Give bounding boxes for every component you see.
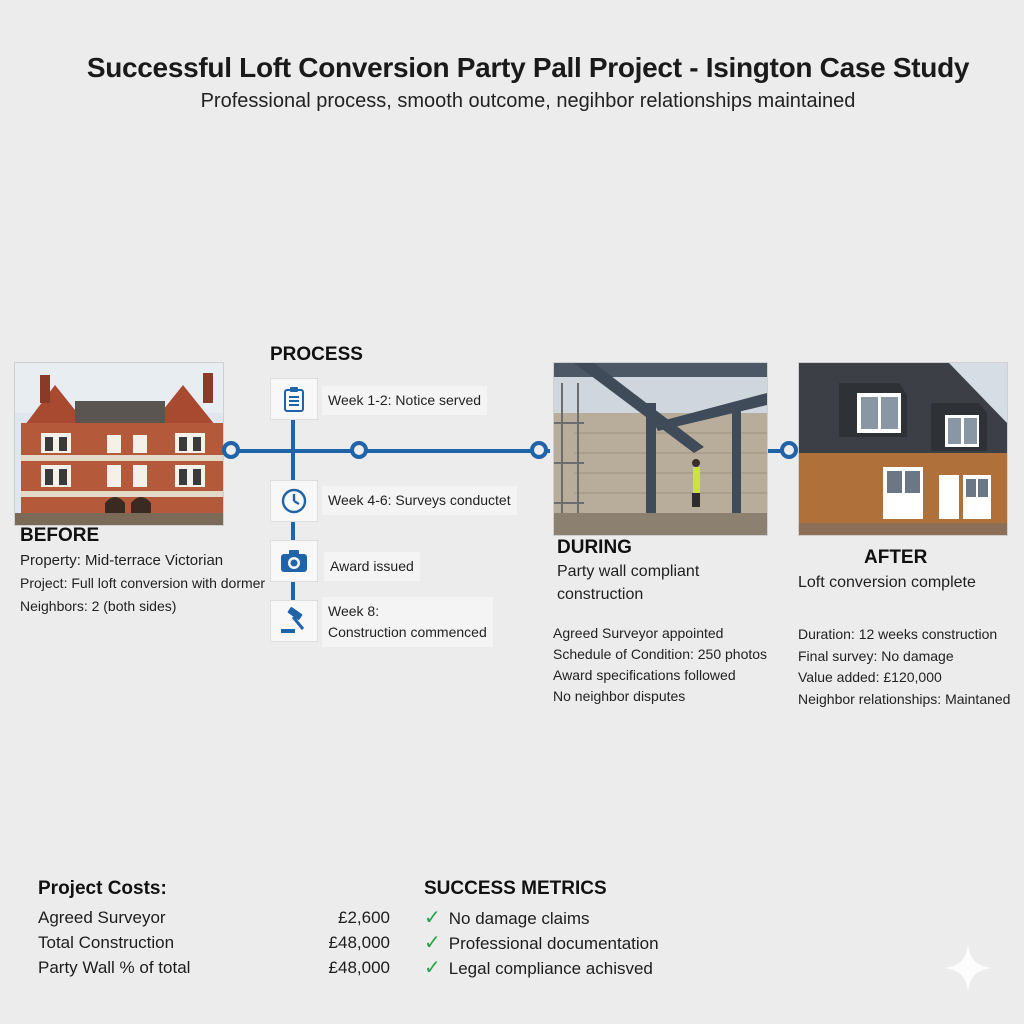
process-label: PROCESS: [270, 344, 363, 365]
after-caption: Loft conversion complete: [798, 574, 976, 591]
clock-icon: [281, 488, 307, 514]
metric-item-1: [424, 905, 590, 930]
step-1-text: Week 1-2: Notice served: [322, 386, 487, 415]
before-line-3: Neighbors: 2 (both sides): [20, 598, 177, 614]
project-costs-title: Project Costs:: [38, 878, 167, 899]
during-label: DURING: [557, 537, 632, 558]
clipboard-icon: [283, 386, 305, 412]
during-photo: [553, 362, 768, 536]
before-line-1: Property: Mid-terrace Victorian: [20, 552, 224, 569]
during-line-3: Award specifications followed: [553, 667, 736, 683]
during-line-4: No neighbor disputes: [553, 688, 686, 704]
metric-item-2: [424, 930, 659, 955]
before-photo: [14, 362, 224, 526]
after-line-4: Neighbor relationships: Maintaned: [798, 691, 1011, 707]
step-2-text: Week 4-6: Surveys conductet: [322, 486, 517, 515]
cost-row-2-label: Total Construction: [38, 933, 175, 952]
during-caption-line-2: construction: [557, 586, 644, 603]
sparkle-icon: [942, 942, 994, 999]
timeline-node-during: [530, 441, 548, 459]
timeline-node-process: [350, 441, 368, 459]
camera-icon: [280, 549, 308, 573]
timeline-line: [224, 449, 550, 453]
step-1-icon-box: [270, 378, 318, 420]
timeline-node-before: [222, 441, 240, 459]
step-2-icon-box: [270, 480, 318, 522]
before-line-2: Project: Full loft conversion with dormer: [20, 575, 266, 591]
step-4-text-line2: Construction commenced: [328, 624, 487, 640]
after-photo: [798, 362, 1008, 536]
success-metrics-title: SUCCESS METRICS: [424, 878, 607, 899]
step-4-text-line1: Week 8:: [328, 603, 380, 619]
step-4-text: [322, 597, 493, 647]
after-line-3: Value added: £120,000: [798, 669, 942, 685]
cost-row-1-label: Agreed Surveyor: [38, 908, 166, 927]
check-icon: ✓: [424, 932, 441, 954]
cost-row-3-value: £48,000: [328, 958, 390, 977]
metric-item-1-label: No damage claims: [448, 909, 590, 928]
after-line-1: Duration: 12 weeks construction: [798, 626, 998, 642]
step-3-icon-box: [270, 540, 318, 582]
metric-item-3-label: Legal compliance achisved: [448, 959, 653, 978]
before-label: BEFORE: [20, 525, 100, 546]
cost-row-2-value: £48,000: [328, 933, 390, 952]
step-4-icon-box: [270, 600, 318, 642]
check-icon: ✓: [424, 957, 441, 979]
check-icon: ✓: [424, 907, 441, 929]
cost-row-3-label: Party Wall % of total: [38, 958, 191, 977]
timeline-node-after: [780, 441, 798, 459]
after-line-2: Final survey: No damage: [798, 648, 954, 664]
metric-item-3: [424, 955, 653, 980]
during-caption-line-1: Party wall compliant: [557, 563, 700, 580]
page-subtitle: Professional process, smooth outcome, negihbor relationships maintained: [200, 90, 856, 112]
step-3-text: Award issued: [324, 552, 420, 581]
after-label: AFTER: [864, 547, 928, 568]
cost-row-1-value: £2,600: [338, 908, 390, 927]
page-title: Successful Loft Conversion Party Pall Project - Isington Case Study: [86, 52, 970, 83]
during-line-2: Schedule of Condition: 250 photos: [553, 646, 768, 662]
during-line-1: Agreed Surveyor appointed: [553, 625, 724, 641]
gavel-icon: [279, 607, 309, 635]
metric-item-2-label: Professional documentation: [448, 934, 659, 953]
